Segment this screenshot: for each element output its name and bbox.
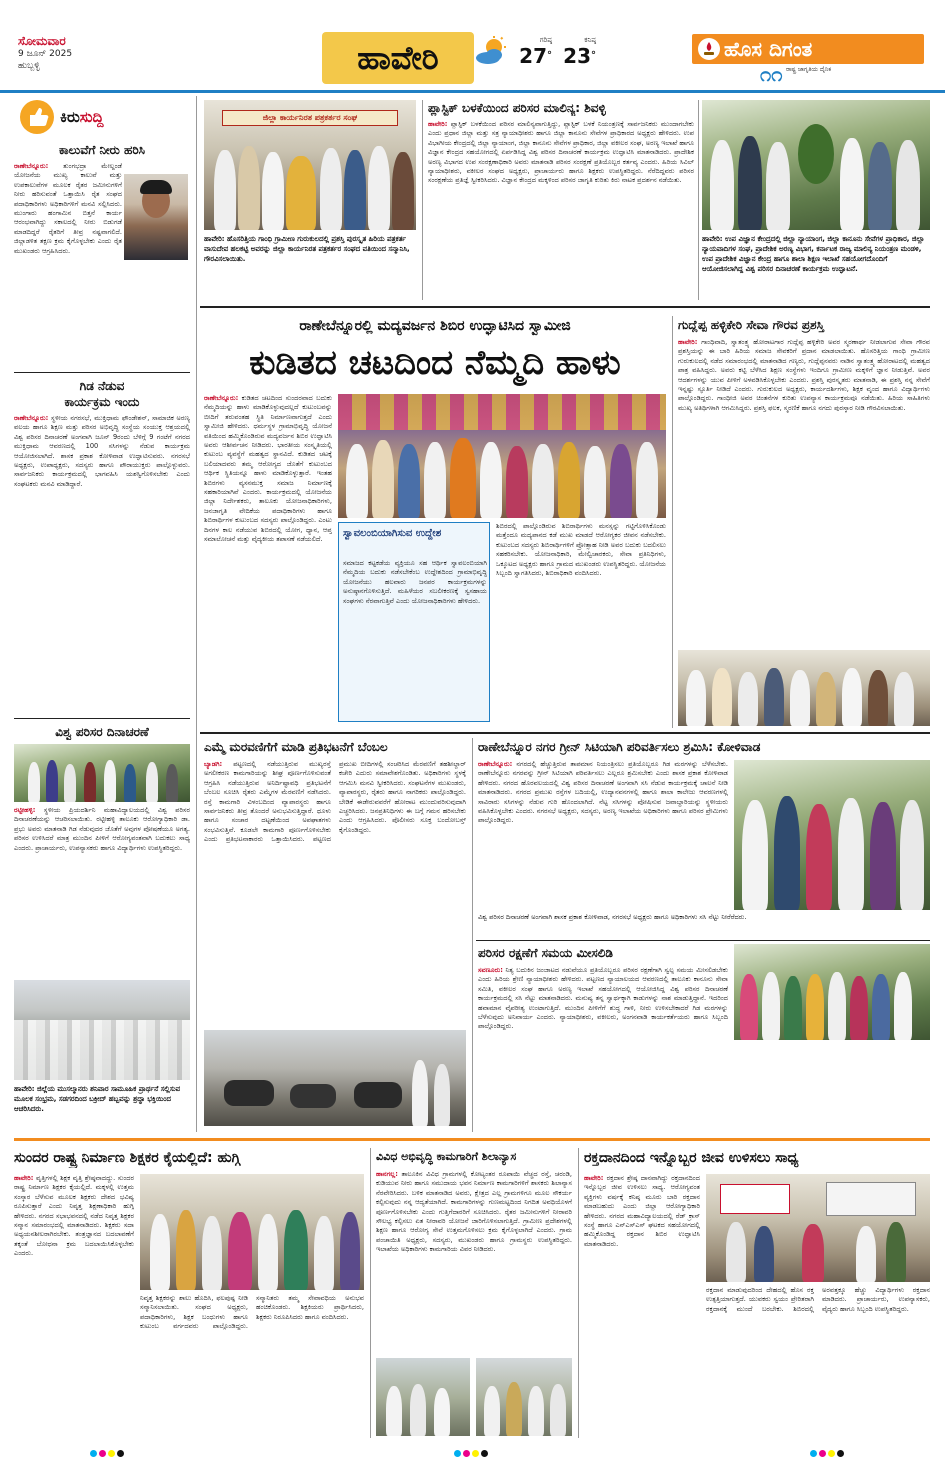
kirusuddi-logo-a: ಕಿರು	[60, 108, 80, 126]
brief2-body	[14, 414, 190, 714]
lead-kicker: ರಾಣೇಬೆನ್ನೂರಲ್ಲಿ ಮದ್ಯವರ್ಜನ ಶಿಬಿರ ಉದ್ಘಾಟಿಸಿದ ಸ್ವಾಮೀಜಿ	[299, 318, 571, 334]
green-dateline: ರಾಣೇಬೆನ್ನೂರು:	[478, 760, 513, 768]
plastic-text: ಪ್ಲಾಸ್ಟಿಕ್ ಬಳಕೆಯಿಂದ ಪರಿಸರ ಮಾಲಿನ್ಯವಾಗುತ್ತಿದ್ದು, ಪ್ಲಾಸ್ಟಿಕ್ ಬಳಕೆ ನಿಯಂತ್ರಣಕ್ಕೆ ಸಾರ್ವಜನಿಕರು ಮುಂದಾಗಬೇಕು ಎಂದು ಪ್ರಧಾನ ಜಿಲ್ಲಾ ಮತ್ತು ಸತ್ರ ನ್ಯಾಯಾಧೀಶರು ಹಾಗೂ ಜಿಲ್ಲಾ ಕಾನೂನು ಸೇವೆಗಳ ಪ್ರಾಧಿಕಾರದ ಅಧ್ಯಕ್ಷರು ಹೇಳಿದರು. ಉಪ ವಿಭಾಗೀಯ ಕೇಂದ್ರದಲ್ಲಿ ಜಿಲ್ಲಾ ನ್ಯಾಯಾಂಗ, ಜಿಲ್ಲಾ ಕಾನೂನು ಸೇವೆಗಳ ಪ್ರಾಧಿಕಾರ, ಜಿಲ್ಲಾ ವಕೀಲರ ಸಂಘ, ಅರಣ್ಯ ಇಲಾಖೆ ಹಾಗೂ ವಿಜ್ಞಾನ ಕೇಂದ್ರದ ಸಹಯೋಗದಲ್ಲಿ ಏರ್ಪಡಿಸಿದ್ದ ವಿಶ್ವ ಪರಿಸರ ದಿನಾಚರಣೆ ಕಾರ್ಯಕ್ರಮ ಉದ್ಘಾಟಿಸಿ ಮಾತನಾಡಿದರು. ಪ್ರಾದೇಶಿಕ ಅರಣ್ಯ ವಿಭಾಗದ ಉಪ ಸಂರಕ್ಷಣಾಧಿಕಾರಿ ಅವರು ಮಾತನಾಡಿ ಪರಿಸರ ಸಂರಕ್ಷಣೆ ಪ್ರತಿಯೊಬ್ಬರ ಕರ್ತವ್ಯ ಎಂದರು. ಹಿರಿಯ ಸಿವಿಲ್ ನ್ಯಾಯಾಧೀಶರು, ವಕೀಲರ ಸಂಘದ ಅಧ್ಯಕ್ಷರು, ಪ್ರಾಚಾರ್ಯರು ಹಾಗೂ ಶಿಕ್ಷಕರು ಉಪಸ್ಥಿತರಿದ್ದರು. ನೆರೆದಿದ್ದವರು ಪರಿಸರ ಸಂರಕ್ಷಣೆಯ ಪ್ರತಿಜ್ಞೆ ಸ್ವೀಕರಿಸಿದರು. ವಿಜ್ಞಾನ ಕೇಂದ್ರದ ಮಕ್ಕಳಿಂದ ಪರಿಸರ ಜಾಗೃತಿ ಕುರಿತು ಕಿರು ನಾಟಕ ಪ್ರದರ್ಶನ ನಡೆಯಿತು.	[428, 120, 694, 185]
paper-tagline: ರಾಷ್ಟ್ರ ಜಾಗೃತಿಯ ದೈನಿಕ	[786, 66, 832, 73]
bottom3-dateline: ಹಾವೇರಿ:	[584, 1174, 604, 1182]
brief1-dateline: ರಾಣೇಬೆನ್ನೂರು:	[14, 162, 49, 170]
kirusuddi-column	[14, 96, 190, 1132]
plastic-headline: ಪ್ಲಾಸ್ಟಿಕ್ ಬಳಕೆಯಿಂದ ಪರಿಸರ ಮಾಲಿನ್ಯ: ಶಿವಳ್ಳಿ	[428, 101, 606, 115]
emme-body	[204, 760, 466, 1028]
bottom3-photo	[706, 1174, 930, 1282]
top-photo-1-caption: ಹಾವೇರಿ: ಹೊಸರಿತ್ತಿಯ ಗಾಂಧಿ ಗ್ರಾಮೀಣ ಗುರುಕುಲದಲ್ಲಿ ಪ್ರಶಸ್ತಿ ಪುರಸ್ಕೃತ ಹಿರಿಯ ಪತ್ರಕರ್ತ ವಾಸುದೇವ ಹಲಕಟ್ಟಿ ಅವರನ್ನು ಜಿಲ್ಲಾ ಕಾರ್ಯನಿರತ ಪತ್ರಕರ್ತರ ಸಂಘದ ವತಿಯಿಂದ ಸನ್ಮಾನಿಸಿ, ಗೌರವಿಸಲಾಯಿತು.	[204, 235, 410, 263]
paper-name: ಹೊಸ ದಿಗಂತ	[724, 37, 813, 61]
gudleppa-headline: ಗುದ್ಲೆಪ್ಪ ಹಳ್ಳಿಕೇರಿ ಸೇವಾ ಗೌರವ ಪ್ರಶಸ್ತಿ	[678, 318, 825, 332]
plastic-body	[428, 120, 694, 298]
bottom1-headline: ಸುಂದರ ರಾಷ್ಟ್ರ ನಿರ್ಮಾಣ ಶಿಕ್ಷಕರ ಕೈಯಲ್ಲಿದೆ: ಹುಗ್ಗಿ	[14, 1150, 241, 1166]
parisara-photo	[734, 944, 930, 1040]
print-dots-icon	[810, 1442, 846, 1460]
bottom1-body-a	[14, 1174, 134, 1436]
brief1-title: ಕಾಲುವೆಗೆ ನೀರು ಹರಿಸಿ	[58, 143, 146, 157]
brief1-body	[14, 162, 122, 292]
parisara-text: ನಿತ್ಯ ಬದುಕಿನ ಜಂಜಾಟದ ನಡುವೆಯೂ ಪ್ರತಿಯೊಬ್ಬರೂ ಪರಿಸರ ರಕ್ಷಣೆಗಾಗಿ ಸ್ವಲ್ಪ ಸಮಯ ಮೀಸಲಿಡಬೇಕು ಎಂದು ಹಿರಿಯ ಶ್ರೇಣಿ ನ್ಯಾಯಾಧೀಶರು ಹೇಳಿದರು. ಪಟ್ಟಣದ ನ್ಯಾಯಾಲಯದ ಆವರಣದಲ್ಲಿ ತಾಲೂಕು ಕಾನೂನು ಸೇವಾ ಸಮಿತಿ, ವಕೀಲರ ಸಂಘ ಹಾಗೂ ಅರಣ್ಯ ಇಲಾಖೆ ಸಹಯೋಗದಲ್ಲಿ ಆಯೋಜಿಸಿದ್ದ ವಿಶ್ವ ಪರಿಸರ ದಿನಾಚರಣೆ ಕಾರ್ಯಕ್ರಮದಲ್ಲಿ ಸಸಿ ನೆಟ್ಟು ಮಾತನಾಡಿದರು. ಮನುಷ್ಯ ತನ್ನ ಸ್ವಾರ್ಥಕ್ಕಾಗಿ ಕಾಡುಗಳನ್ನು ನಾಶ ಮಾಡುತ್ತಿದ್ದಾನೆ. ಇದರಿಂದ ಹವಾಮಾನ ವೈಪರೀತ್ಯ ಉಂಟಾಗುತ್ತಿದೆ. ಮುಂದಿನ ಪೀಳಿಗೆಗೆ ಶುದ್ಧ ಗಾಳಿ, ನೀರು ಉಳಿಸಬೇಕಾದರೆ ಗಿಡ ಮರಗಳನ್ನು ಬೆಳೆಸುವುದು ಅನಿವಾರ್ಯ ಎಂದರು. ನ್ಯಾಯಾಧೀಶರು, ವಕೀಲರು, ಅಂಗನವಾಡಿ ಕಾರ್ಯಕರ್ತೆಯರು ಹಾಗೂ ಸಿಬ್ಬಂದಿ ಪಾಲ್ಗೊಂಡಿದ್ದರು.	[478, 966, 728, 1031]
gudleppa-dateline: ಹಾವೇರಿ:	[678, 338, 698, 346]
brief3-title: ವಿಶ್ವ ಪರಿಸರ ದಿನಾಚರಣೆ	[55, 725, 149, 739]
paper-logo	[692, 34, 924, 64]
kirusuddi-logo-b: ಸುದ್ದಿ	[79, 108, 104, 126]
green-text: ನಗರದಲ್ಲಿ ಹೆಚ್ಚುತ್ತಿರುವ ತಾಪಮಾನ ನಿಯಂತ್ರಿಸಲು ಪ್ರತಿಯೊಬ್ಬರೂ ಗಿಡ ಮರಗಳನ್ನು ಬೆಳೆಸಬೇಕು. ರಾಣೇಬೆನ್ನೂರು ನಗರವನ್ನು ಗ್ರೀನ್ ಸಿಟಿಯಾಗಿ ಪರಿವರ್ತಿಸಲು ಎಲ್ಲರೂ ಶ್ರಮಿಸಬೇಕು ಎಂದು ಶಾಸಕ ಪ್ರಕಾಶ ಕೋಳಿವಾಡ ಹೇಳಿದರು. ನಗರದ ಹೊರವಲಯದಲ್ಲಿ ವಿಶ್ವ ಪರಿಸರ ದಿನಾಚರಣೆ ಅಂಗವಾಗಿ ಸಸಿ ನೆಡುವ ಕಾರ್ಯಕ್ರಮಕ್ಕೆ ಚಾಲನೆ ನೀಡಿ ಮಾತನಾಡಿದರು. ನಗರದ ಪ್ರಮುಖ ರಸ್ತೆಗಳ ಬದಿಯಲ್ಲಿ, ಉದ್ಯಾನವನಗಳಲ್ಲಿ ಹಾಗೂ ಶಾಲಾ ಕಾಲೇಜು ಆವರಣಗಳಲ್ಲಿ ಸಾವಿರಾರು ಸಸಿಗಳನ್ನು ನೆಡುವ ಗುರಿ ಹೊಂದಲಾಗಿದೆ. ನೆಟ್ಟ ಸಸಿಗಳನ್ನು ಪೋಷಿಸುವ ಜವಾಬ್ದಾರಿಯನ್ನು ಸ್ಥಳೀಯರು ವಹಿಸಿಕೊಳ್ಳಬೇಕು ಎಂದರು. ನಗರಸಭೆ ಅಧ್ಯಕ್ಷರು, ಸದಸ್ಯರು, ಅರಣ್ಯ ಇಲಾಖೆಯ ಅಧಿಕಾರಿಗಳು ಹಾಗೂ ಪರಿಸರ ಪ್ರೇಮಿಗಳು ಪಾಲ್ಗೊಂಡಿದ್ದರು.	[478, 760, 728, 825]
parisara-headline: ಪರಿಸರ ರಕ್ಷಣೆಗೆ ಸಮಯ ಮೀಸಲಿಡಿ	[478, 946, 613, 960]
bottom2-dateline: ಹಾನಗಲ್ಲ:	[376, 1170, 398, 1178]
masthead	[0, 0, 945, 92]
bottom3-body-b: ರಕ್ತದಾನ ಮಾಡುವುದರಿಂದ ದೇಹದಲ್ಲಿ ಹೊಸ ರಕ್ತ ಉತ್ಪತ್ತಿಯಾಗುತ್ತದೆ. ಯುವಕರು ಸ್ವಯಂ ಪ್ರೇರಿತರಾಗಿ ರಕ್ತದಾನಕ್ಕೆ ಮುಂದೆ ಬರಬೇಕು. ಶಿಬಿರದಲ್ಲಿ ಅರವತ್ತಕ್ಕೂ ಹೆಚ್ಚು ವಿದ್ಯಾರ್ಥಿಗಳು ರಕ್ತದಾನ ಮಾಡಿದರು. ಪ್ರಾಚಾರ್ಯರು, ಉಪನ್ಯಾಸಕರು, ವೈದ್ಯರು ಹಾಗೂ ಸಿಬ್ಬಂದಿ ಉಪಸ್ಥಿತರಿದ್ದರು.	[706, 1286, 930, 1313]
lead-body-a	[204, 394, 332, 722]
parisara-body	[478, 966, 728, 1128]
brief1-portrait	[124, 174, 188, 260]
lead-photo	[338, 394, 666, 518]
bottom3-body-a	[584, 1174, 700, 1436]
brief1-text: ತುಂಗಭದ್ರಾ ಮೇಲ್ದಂಡೆ ಯೋಜನೆಯ ಮುಖ್ಯ ಕಾಲುವೆ ಮತ್ತು ಉಪಕಾಲುವೆಗಳ ಮೂಲಕ ರೈತರ ಜಮೀನುಗಳಿಗೆ ನೀರು ಹರಿಸುವಂತೆ ಒತ್ತಾಯಿಸಿ ರೈತ ಸಂಘದ ಪದಾಧಿಕಾರಿಗಳು ಅಧಿಕಾರಿಗಳಿಗೆ ಮನವಿ ಸಲ್ಲಿಸಿದರು. ಮುಂಗಾರು ಹಂಗಾಮಿನ ಬಿತ್ತನೆ ಕಾರ್ಯ ಆರಂಭವಾಗಿದ್ದು ಸಕಾಲದಲ್ಲಿ ನೀರು ಬಿಡುಗಡೆ ಮಾಡದಿದ್ದರೆ ರೈತರಿಗೆ ತೀವ್ರ ನಷ್ಟವಾಗಲಿದೆ. ಜಿಲ್ಲಾಡಳಿತ ತಕ್ಷಣ ಕ್ರಮ ಕೈಗೊಳ್ಳಬೇಕು ಎಂದು ರೈತ ಮುಖಂಡರು ಆಗ್ರಹಿಸಿದರು.	[14, 162, 122, 255]
lead-headline: ಕುಡಿತದ ಚಟದಿಂದ ನೆಮ್ಮದಿ ಹಾಳು	[249, 343, 621, 383]
temp-max-value: 27	[519, 44, 547, 68]
bottom1-body-b: ನಿವೃತ್ತ ಶಿಕ್ಷಕರನ್ನು ಶಾಲು ಹೊದಿಸಿ, ಫಲಪುಷ್ಪ ನೀಡಿ ಸನ್ಮಾನಿಸಲಾಯಿತು. ಸಂಘದ ಅಧ್ಯಕ್ಷರು, ಪದಾಧಿಕಾರಿಗಳು, ಶಿಕ್ಷಕ ಬಂಧುಗಳು ಹಾಗೂ ಕುಟುಂಬ ವರ್ಗದವರು ಪಾಲ್ಗೊಂಡಿದ್ದರು. ಸನ್ಮಾನಿತರು ತಮ್ಮ ಸೇವಾವಧಿಯ ಅನುಭವ ಹಂಚಿಕೊಂಡರು. ಶಿಕ್ಷಕಿಯರು ಪ್ರಾರ್ಥಿಸಿದರು, ಶಿಕ್ಷಕರು ನಿರೂಪಿಸಿದರು ಹಾಗೂ ವಂದಿಸಿದರು.	[140, 1294, 364, 1331]
bottom1-dateline: ಹಾವೇರಿ:	[14, 1174, 34, 1182]
lamp-logo-icon	[698, 38, 720, 60]
bottom2-headline: ವಿವಿಧ ಅಭಿವೃದ್ಧಿ ಕಾಮಗಾರಿಗೆ ಶಿಲಾನ್ಯಾಸ	[376, 1150, 517, 1163]
green-body	[478, 760, 728, 910]
brief3-dateline: ರಟ್ಟೀಹಳ್ಳಿ:	[14, 806, 36, 814]
temp-min-degree: °	[591, 50, 596, 61]
bottom1-text-a: ವೃತ್ತಿಗಳಲ್ಲಿ ಶಿಕ್ಷಕ ವೃತ್ತಿ ಶ್ರೇಷ್ಠವಾದದ್ದು. ಸುಂದರ ರಾಷ್ಟ್ರ ನಿರ್ಮಾಣ ಶಿಕ್ಷಕರ ಕೈಯಲ್ಲಿದೆ. ಮಕ್ಕಳಲ್ಲಿ ಉತ್ತಮ ಸಂಸ್ಕಾರ ಬೆಳೆಸುವ ಮೂಲಕ ಶಿಕ್ಷಕರು ದೇಶದ ಭವಿಷ್ಯ ರೂಪಿಸುತ್ತಾರೆ ಎಂದು ನಿವೃತ್ತ ಶಿಕ್ಷಣಾಧಿಕಾರಿ ಹುಗ್ಗಿ ಹೇಳಿದರು. ನಗರದ ಸಭಾಭವನದಲ್ಲಿ ನಡೆದ ನಿವೃತ್ತ ಶಿಕ್ಷಕರ ಸನ್ಮಾನ ಸಮಾರಂಭದಲ್ಲಿ ಮಾತನಾಡಿದರು. ಶಿಕ್ಷಕರು ಸದಾ ಅಧ್ಯಯನಶೀಲರಾಗಿರಬೇಕು. ತಂತ್ರಜ್ಞಾನದ ಬದಲಾವಣೆಗೆ ತಕ್ಕಂತೆ ಬೋಧನಾ ಕ್ರಮ ಬದಲಾಯಿಸಿಕೊಳ್ಳಬೇಕು ಎಂದರು.	[14, 1174, 134, 1258]
green-caption: ವಿಶ್ವ ಪರಿಸರ ದಿನಾಚರಣೆ ಅಂಗವಾಗಿ ಶಾಸಕ ಪ್ರಕಾಶ ಕೋಳಿವಾಡ, ನಗರಸಭೆ ಅಧ್ಯಕ್ಷರು ಹಾಗೂ ಅಧಿಕಾರಿಗಳು ಸಸಿ ನೆಟ್ಟು ನೀರೆರೆದರು.	[478, 913, 747, 921]
green-photo	[734, 760, 930, 910]
banner: ಜಿಲ್ಲಾ ಕಾರ್ಯನಿರತ ಪತ್ರಕರ್ತರ ಸಂಘ	[222, 110, 398, 126]
plastic-dateline: ಹಾವೇರಿ:	[428, 120, 448, 128]
issue-info	[18, 34, 178, 72]
issue-place: ಹುಬ್ಬಳ್ಳಿ	[18, 61, 40, 71]
gudleppa-photo	[678, 650, 930, 726]
edition-title: ಹಾವೇರಿ	[357, 39, 439, 77]
brief3-text: ಸ್ಥಳೀಯ ಪ್ರಿಯದರ್ಶಿನಿ ಮಹಾವಿದ್ಯಾಲಯದಲ್ಲಿ ವಿಶ್ವ ಪರಿಸರ ದಿನಾಚರಣೆಯನ್ನು ಆಚರಿಸಲಾಯಿತು. ರಟ್ಟೀಹಳ್ಳಿ ತಾಲೂಕು ಆರೋಗ್ಯಾಧಿಕಾರಿ ಡಾ. ಪ್ರಭು ಅವರು ಮಾತನಾಡಿ ಗಿಡ ನೆಡುವುದರ ಜೊತೆಗೆ ಅವುಗಳ ಪೋಷಣೆಯೂ ಅಗತ್ಯ. ಪರಿಸರ ಉಳಿಸಿದರೆ ಮಾತ್ರ ಮುಂದಿನ ಪೀಳಿಗೆ ಆರೋಗ್ಯವಂತವಾಗಿ ಬದುಕಲು ಸಾಧ್ಯ ಎಂದರು. ಪ್ರಾಚಾರ್ಯರು, ಉಪನ್ಯಾಸಕರು ಹಾಗೂ ವಿದ್ಯಾರ್ಥಿಗಳು ಉಪಸ್ಥಿತರಿದ್ದರು.	[14, 806, 190, 852]
temp-max-degree: °	[547, 50, 552, 61]
bottom2-photo-b	[476, 1358, 572, 1436]
bakrid-photo	[14, 980, 190, 1080]
top-photo-2-caption: ಹಾವೇರಿ: ಉಪ ವಿಜ್ಞಾನ ಕೇಂದ್ರದಲ್ಲಿ ಜಿಲ್ಲಾ ನ್ಯಾಯಾಂಗ, ಜಿಲ್ಲಾ ಕಾನೂನು ಸೇವೆಗಳ ಪ್ರಾಧಿಕಾರ, ಜಿಲ್ಲಾ ನ್ಯಾಯವಾದಿಗಳ ಸಂಘ, ಪ್ರಾದೇಶಿಕ ಅರಣ್ಯ ವಿಭಾಗ, ಕರ್ನಾಟಕ ರಾಜ್ಯ ಮಾಲಿನ್ಯ ನಿಯಂತ್ರಣ ಮಂಡಳಿ, ಉಪ ಪ್ರಾದೇಶಿಕ ವಿಜ್ಞಾನ ಕೇಂದ್ರ ಹಾಗೂ ಶಾಲಾ ಶಿಕ್ಷಣ ಇಲಾಖೆ ಸಹಯೋಗದೊಂದಿಗೆ ಆಯೋಜಿಸಲಾಗಿದ್ದ ವಿಶ್ವ ಪರಿಸರ ದಿನಾಚರಣೆ ಕಾರ್ಯಕ್ರಮ ಉದ್ಘಾಟನೆ.	[702, 235, 925, 273]
temp-min-label: ಕನಿಷ್ಠ	[584, 36, 596, 44]
bakrid-caption: ಹಾವೇರಿ: ಜಿಲ್ಲೆಯ ಮುಸಲ್ಮಾನರು ಶನಿವಾರ ಸಾಮೂಹಿಕ ಪ್ರಾರ್ಥನೆ ಸಲ್ಲಿಸುವ ಮೂಲಕ ಸಂಭ್ರಮ, ಸಡಗರದಿಂದ ಬಕ್ರೀದ್ ಹಬ್ಬವನ್ನು ಶ್ರದ್ಧಾ ಭಕ್ತಿಯಿಂದ ಆಚರಿಸಿದರು.	[14, 1085, 181, 1113]
bottom1-photo	[140, 1174, 364, 1290]
gudleppa-text: ಗಾಂಧಿವಾದಿ, ಸ್ವಾತಂತ್ರ್ಯ ಹೋರಾಟಗಾರ ಗುದ್ಲೆಪ್ಪ ಹಳ್ಳಿಕೇರಿ ಅವರ ಸ್ಮರಣಾರ್ಥ ನೀಡಲಾಗುವ ಸೇವಾ ಗೌರವ ಪ್ರಶಸ್ತಿಯನ್ನು ಈ ಬಾರಿ ಹಿರಿಯ ಸಮಾಜ ಸೇವಕರಿಗೆ ಪ್ರದಾನ ಮಾಡಲಾಯಿತು. ಹೊಸರಿತ್ತಿಯ ಗಾಂಧಿ ಗ್ರಾಮೀಣ ಗುರುಕುಲದಲ್ಲಿ ನಡೆದ ಸಮಾರಂಭದಲ್ಲಿ ಮಾತನಾಡಿದ ಗಣ್ಯರು, ಗುದ್ಲೆಪ್ಪನವರು ನಾಡಿನ ಸ್ವಾತಂತ್ರ್ಯ ಹೋರಾಟದಲ್ಲಿ ಮಹತ್ವದ ಪಾತ್ರ ವಹಿಸಿದ್ದರು. ಅವರು ಕಟ್ಟಿ ಬೆಳೆಸಿದ ಶಿಕ್ಷಣ ಸಂಸ್ಥೆಗಳು ಇಂದಿಗೂ ಗ್ರಾಮೀಣ ಮಕ್ಕಳಿಗೆ ಜ್ಞಾನ ನೀಡುತ್ತಿವೆ. ಅವರ ಆದರ್ಶಗಳನ್ನು ಯುವ ಪೀಳಿಗೆ ಅಳವಡಿಸಿಕೊಳ್ಳಬೇಕು ಎಂದರು. ಪ್ರಶಸ್ತಿ ಪುರಸ್ಕೃತರು ಮಾತನಾಡಿ, ಈ ಪ್ರಶಸ್ತಿ ನನ್ನ ಸೇವೆಗೆ ಇನ್ನಷ್ಟು ಸ್ಫೂರ್ತಿ ನೀಡಿದೆ ಎಂದರು. ಗುರುಕುಲದ ಅಧ್ಯಕ್ಷರು, ಕಾರ್ಯದರ್ಶಿಗಳು, ಶಿಕ್ಷಕ ವೃಂದ ಹಾಗೂ ವಿದ್ಯಾರ್ಥಿಗಳು ಪಾಲ್ಗೊಂಡಿದ್ದರು. ಗಾಂಧೀಜಿ ಅವರ ಚಿಂತನೆಗಳ ಕುರಿತು ಉಪನ್ಯಾಸ ಕಾರ್ಯಕ್ರಮವೂ ನಡೆಯಿತು. ಹಿರಿಯ ಸಾಹಿತಿಗಳು ಮುಖ್ಯ ಅತಿಥಿಗಳಾಗಿ ಆಗಮಿಸಿದ್ದರು. ಪ್ರಶಸ್ತಿ ಫಲಕ, ಸ್ಮರಣಿಕೆ ಹಾಗೂ ನಗದು ಪುರಸ್ಕಾರ ನೀಡಿ ಗೌರವಿಸಲಾಯಿತು.	[678, 338, 930, 412]
page-number: ೧೧	[760, 62, 783, 86]
brief1-body-cont	[14, 294, 190, 368]
brief3-body	[14, 806, 190, 974]
brief2-title-1: ಗಿಡ ನೆಡುವ	[79, 379, 125, 393]
top-photo-1	[204, 100, 416, 230]
print-dots-icon	[90, 1442, 126, 1460]
gudleppa-body	[678, 338, 930, 644]
bottom2-text: ತಾಲೂಕಿನ ವಿವಿಧ ಗ್ರಾಮಗಳಲ್ಲಿ ಕೋಟ್ಯಂತರ ರೂಪಾಯಿ ವೆಚ್ಚದ ರಸ್ತೆ, ಚರಂಡಿ, ಕುಡಿಯುವ ನೀರು ಹಾಗೂ ಸಮುದಾಯ ಭವನ ನಿರ್ಮಾಣ ಕಾಮಗಾರಿಗಳಿಗೆ ಶಾಸಕರು ಶಿಲಾನ್ಯಾಸ ನೆರವೇರಿಸಿದರು. ಬಳಿಕ ಮಾತನಾಡಿದ ಅವರು, ಕ್ಷೇತ್ರದ ಎಲ್ಲ ಗ್ರಾಮಗಳಿಗೂ ಮೂಲ ಸೌಕರ್ಯ ಕಲ್ಪಿಸುವುದು ನನ್ನ ಆದ್ಯತೆಯಾಗಿದೆ. ಕಾಮಗಾರಿಗಳನ್ನು ಗುಣಮಟ್ಟದಿಂದ ನಿಗದಿತ ಅವಧಿಯೊಳಗೆ ಪೂರ್ಣಗೊಳಿಸಬೇಕು ಎಂದು ಗುತ್ತಿಗೆದಾರರಿಗೆ ಸೂಚಿಸಿದರು. ರೈತರ ಜಮೀನುಗಳಿಗೆ ನೀರಾವರಿ ಸೌಲಭ್ಯ ಕಲ್ಪಿಸಲು ಏತ ನೀರಾವರಿ ಯೋಜನೆ ಜಾರಿಗೊಳಿಸಲಾಗುತ್ತಿದೆ. ಗ್ರಾಮೀಣ ಪ್ರದೇಶಗಳಲ್ಲಿ ಶಿಕ್ಷಣ ಹಾಗೂ ಆರೋಗ್ಯ ಸೇವೆ ಉತ್ತಮಗೊಳಿಸಲು ಕ್ರಮ ಕೈಗೊಳ್ಳಲಾಗಿದೆ ಎಂದರು. ಗ್ರಾಮ ಪಂಚಾಯಿತಿ ಅಧ್ಯಕ್ಷರು, ಸದಸ್ಯರು, ಮುಖಂಡರು ಹಾಗೂ ಗ್ರಾಮಸ್ಥರು ಉಪಸ್ಥಿತರಿದ್ದರು. ಇಲಾಖೆಯ ಅಧಿಕಾರಿಗಳು ಕಾಮಗಾರಿಯ ವಿವರ ನೀಡಿದರು.	[376, 1170, 572, 1254]
emme-photo	[204, 1030, 466, 1126]
brief2-text: ಸ್ಥಳೀಯ ನಗರಸಭೆ, ಮುಕ್ತಿಧಾಮ ಫೌಂಡೇಶನ್, ಸಾಮಾಜಿಕ ಅರಣ್ಯ ವಲಯ ಹಾಗೂ ಶಿಕ್ಷಣ ಮತ್ತು ಪರಿಸರ ಅಭಿವೃದ್ಧಿ ಸಂಸ್ಥೆಯ ಸಂಯುಕ್ತ ಆಶ್ರಯದಲ್ಲಿ ವಿಶ್ವ ಪರಿಸರ ದಿನಾಚರಣೆ ಅಂಗವಾಗಿ ಜೂನ್ 9ರಂದು ಬೆಳಿಗ್ಗೆ 9 ಗಂಟೆಗೆ ನಗರದ ಮುಕ್ತಿಧಾಮ ಆವರಣದಲ್ಲಿ 100 ಸಸಿಗಳನ್ನು ನೆಡುವ ಕಾರ್ಯಕ್ರಮ ಆಯೋಜಿಸಲಾಗಿದೆ. ಶಾಸಕ ಪ್ರಕಾಶ ಕೋಳಿವಾಡ ಉದ್ಘಾಟಿಸುವರು. ನಗರಸಭೆ ಅಧ್ಯಕ್ಷರು, ಉಪಾಧ್ಯಕ್ಷರು, ಸದಸ್ಯರು ಹಾಗೂ ಪೌರಾಯುಕ್ತರು ಪಾಲ್ಗೊಳ್ಳುವರು. ಸಾರ್ವಜನಿಕರು ಕಾರ್ಯಕ್ರಮದಲ್ಲಿ ಭಾಗವಹಿಸಿ ಯಶಸ್ವಿಗೊಳಿಸಬೇಕು ಎಂದು ಸಂಘಟಕರು ಮನವಿ ಮಾಡಿದ್ದಾರೆ.	[14, 414, 190, 488]
brief2-dateline: ರಾಣೇಬೆನ್ನೂರು:	[14, 414, 49, 422]
emme-text: ಪಟ್ಟಣದಲ್ಲಿ ನಡೆಯುತ್ತಿರುವ ಮುಖ್ಯರಸ್ತೆ ಅಗಲೀಕರಣ ಕಾಮಗಾರಿಯನ್ನು ಶೀಘ್ರ ಪೂರ್ಣಗೊಳಿಸುವಂತೆ ಆಗ್ರಹಿಸಿ ನಡೆಯುತ್ತಿರುವ ಅನಿರ್ದಿಷ್ಟಾವಧಿ ಪ್ರತಿಭಟನೆಗೆ ಬೆಂಬಲ ಸೂಚಿಸಿ ರೈತರು ಎಮ್ಮೆಗಳ ಮೆರವಣಿಗೆ ನಡೆಸಿದರು. ರಸ್ತೆ ಕಾಮಗಾರಿ ವಿಳಂಬದಿಂದ ವ್ಯಾಪಾರಸ್ಥರು ಹಾಗೂ ಸಾರ್ವಜನಿಕರು ತೀವ್ರ ತೊಂದರೆ ಅನುಭವಿಸುತ್ತಿದ್ದಾರೆ. ಧೂಳು ಹಾಗೂ ಸಂಚಾರ ದಟ್ಟಣೆಯಿಂದ ಅಪಘಾತಗಳು ಸಂಭವಿಸುತ್ತಿವೆ. ಕೂಡಲೇ ಕಾಮಗಾರಿ ಪೂರ್ಣಗೊಳಿಸಬೇಕು ಎಂದು ಪ್ರತಿಭಟನಾಕಾರರು ಒತ್ತಾಯಿಸಿದರು. ಪಟ್ಟಣದ ಪ್ರಮುಖ ಬೀದಿಗಳಲ್ಲಿ ಸಂಚರಿಸಿದ ಮೆರವಣಿಗೆ ತಹಶೀಲ್ದಾರ್ ಕಚೇರಿ ಎದುರು ಸಮಾವೇಶಗೊಂಡಿತು. ಅಧಿಕಾರಿಗಳು ಸ್ಥಳಕ್ಕೆ ಆಗಮಿಸಿ ಮನವಿ ಸ್ವೀಕರಿಸಿದರು. ಸಂಘಟನೆಗಳ ಮುಖಂಡರು, ವ್ಯಾಪಾರಸ್ಥರು, ರೈತರು ಹಾಗೂ ನಾಗರಿಕರು ಪಾಲ್ಗೊಂಡಿದ್ದರು. ಬೇಡಿಕೆ ಈಡೇರುವವರೆಗೆ ಹೋರಾಟ ಮುಂದುವರಿಸುವುದಾಗಿ ಎಚ್ಚರಿಸಿದರು. ಜನಪ್ರತಿನಿಧಿಗಳು ಈ ಬಗ್ಗೆ ಗಮನ ಹರಿಸಬೇಕು ಎಂದು ಆಗ್ರಹಿಸಿದರು. ಪೊಲೀಸರು ಸೂಕ್ತ ಬಂದೋಬಸ್ತ್ ಕೈಗೊಂಡಿದ್ದರು.	[204, 760, 466, 844]
parisara-body-cont	[734, 1044, 930, 1128]
top-photo-2	[702, 100, 930, 230]
emme-headline: ಎಮ್ಮೆ ಮರವಣಿಗೆಗೆ ಮಾಡಿ ಪ್ರತಿಭಟನೆಗೆ ಬೆಂಬಲ	[204, 740, 388, 754]
bottom2-body	[376, 1170, 572, 1354]
bottom2-photo-a	[376, 1358, 470, 1436]
kirusuddi-header	[14, 100, 190, 136]
issue-date: 9 ಜೂನ್ 2025	[18, 49, 73, 59]
parisara-dateline: ಸವಣೂರು:	[478, 966, 503, 974]
print-dots-icon	[454, 1442, 490, 1460]
issue-day: ಸೋಮವಾರ	[18, 34, 66, 48]
thumbs-up-icon	[20, 100, 54, 134]
sun-cloud-icon	[474, 36, 508, 66]
temp-min-value: 23	[563, 44, 591, 68]
lead-pull-title: ಸ್ವಾವಲಂಬಿಯಾಗಿಸುವ ಉದ್ದೇಶ	[343, 528, 442, 539]
green-headline: ರಾಣೇಬೆನ್ನೂರ ನಗರ ಗ್ರೀನ್ ಸಿಟಿಯಾಗಿ ಪರಿವರ್ತಿಸಲು ಶ್ರಮಿಸಿ: ಕೋಳಿವಾಡ	[478, 740, 761, 754]
temp-max	[512, 36, 552, 67]
bottom3-headline: ರಕ್ತದಾನದಿಂದ ಇನ್ನೊಬ್ಬರ ಜೀವ ಉಳಿಸಲು ಸಾಧ್ಯ	[584, 1150, 799, 1166]
temp-max-label: ಗರಿಷ್ಠ	[539, 36, 552, 44]
brief3-photo	[14, 744, 190, 802]
lead-pull-box	[338, 522, 490, 722]
bottom3-text-a: ರಕ್ತದಾನ ಶ್ರೇಷ್ಠ ದಾನವಾಗಿದ್ದು ರಕ್ತದಾನದಿಂದ ಇನ್ನೊಬ್ಬರ ಜೀವ ಉಳಿಸಲು ಸಾಧ್ಯ. ಆರೋಗ್ಯವಂತ ವ್ಯಕ್ತಿಗಳು ವರ್ಷಕ್ಕೆ ಕನಿಷ್ಠ ಮೂರು ಬಾರಿ ರಕ್ತದಾನ ಮಾಡಬಹುದು ಎಂದು ಜಿಲ್ಲಾ ಆರೋಗ್ಯಾಧಿಕಾರಿ ಹೇಳಿದರು. ನಗರದ ಮಹಾವಿದ್ಯಾಲಯದಲ್ಲಿ ರೆಡ್ ಕ್ರಾಸ್ ಸಂಸ್ಥೆ ಹಾಗೂ ಎನ್‌ಎಸ್‌ಎಸ್ ಘಟಕದ ಸಹಯೋಗದಲ್ಲಿ ಹಮ್ಮಿಕೊಂಡಿದ್ದ ರಕ್ತದಾನ ಶಿಬಿರ ಉದ್ಘಾಟಿಸಿ ಮಾತನಾಡಿದರು.	[584, 1174, 700, 1248]
brief2-title-2: ಕಾರ್ಯಕ್ರಮ ಇಂದು	[64, 395, 140, 409]
emme-dateline: ಬ್ಯಾಡಗಿ:	[204, 760, 223, 768]
lead-pull-body: ಸಮಾಜದ ಕಟ್ಟಕಡೆಯ ವ್ಯಕ್ತಿಯೂ ಸಹ ಆರ್ಥಿಕ ಸ್ವಾವಲಂಬಿಯಾಗಿ ನೆಮ್ಮದಿಯ ಬದುಕು ನಡೆಸಬೇಕೆಂಬ ಉದ್ದೇಶದಿಂದ ಗ್ರಾಮಾಭಿವೃದ್ಧಿ ಯೋಜನೆಯು ಹಲವಾರು ಜನಪರ ಕಾರ್ಯಕ್ರಮಗಳನ್ನು ಅನುಷ್ಠಾನಗೊಳಿಸುತ್ತಿದೆ. ಮಹಿಳೆಯರ ಸಬಲೀಕರಣಕ್ಕೆ ಸ್ವಸಹಾಯ ಸಂಘಗಳು ನೆರವಾಗುತ್ತಿವೆ ಎಂದು ಯೋಜನಾಧಿಕಾರಿಗಳು ಹೇಳಿದರು.	[343, 559, 487, 605]
lead-text-a: ಕುಡಿತದ ಚಟದಿಂದ ಸುಂದರವಾದ ಬದುಕು ನೆಮ್ಮದಿಯನ್ನು ಹಾಳು ಮಾಡಿಕೊಳ್ಳುವುದಲ್ಲದೆ ಕುಟುಂಬವನ್ನು ಬೀದಿಗೆ ತರುವಂತಹ ಸ್ಥಿತಿ ನಿರ್ಮಾಣವಾಗುತ್ತದೆ ಎಂದು ಸ್ವಾಮೀಜಿ ಹೇಳಿದರು. ಧರ್ಮಸ್ಥಳ ಗ್ರಾಮಾಭಿವೃದ್ಧಿ ಯೋಜನೆ ವತಿಯಿಂದ ಹಮ್ಮಿಕೊಂಡಿರುವ ಮದ್ಯವರ್ಜನ ಶಿಬಿರ ಉದ್ಘಾಟಿಸಿ ಅವರು ಆಶೀರ್ವಚನ ನೀಡಿದರು. ಭಾರತೀಯ ಸಂಸ್ಕೃತಿಯಲ್ಲಿ ಕುಟುಂಬ ವ್ಯವಸ್ಥೆಗೆ ಮಹತ್ವದ ಸ್ಥಾನವಿದೆ. ಕುಡಿತದ ಚಟಕ್ಕೆ ಬಲಿಯಾದವರು ತಮ್ಮ ಆರೋಗ್ಯದ ಜೊತೆಗೆ ಕುಟುಂಬದ ಆರ್ಥಿಕ ಸ್ಥಿತಿಯನ್ನೂ ಹಾಳು ಮಾಡಿಕೊಳ್ಳುತ್ತಾರೆ. ಇಂತಹ ಶಿಬಿರಗಳು ವ್ಯಸನಮುಕ್ತ ಸಮಾಜ ನಿರ್ಮಾಣಕ್ಕೆ ಸಹಕಾರಿಯಾಗಿವೆ ಎಂದರು. ಕಾರ್ಯಕ್ರಮದಲ್ಲಿ ಯೋಜನೆಯ ಜಿಲ್ಲಾ ನಿರ್ದೇಶಕರು, ತಾಲೂಕು ಯೋಜನಾಧಿಕಾರಿಗಳು, ಜನಜಾಗೃತಿ ವೇದಿಕೆಯ ಪದಾಧಿಕಾರಿಗಳು ಹಾಗೂ ಶಿಬಿರಾರ್ಥಿಗಳ ಕುಟುಂಬದ ಸದಸ್ಯರು ಪಾಲ್ಗೊಂಡಿದ್ದರು. ಎಂಟು ದಿನಗಳ ಕಾಲ ನಡೆಯುವ ಶಿಬಿರದಲ್ಲಿ ಯೋಗ, ಧ್ಯಾನ, ಆಪ್ತ ಸಮಾಲೋಚನೆ ಮತ್ತು ವೈದ್ಯಕೀಯ ತಪಾಸಣೆ ನಡೆಯಲಿದೆ.	[204, 394, 332, 544]
lead-body-b: ಶಿಬಿರದಲ್ಲಿ ಪಾಲ್ಗೊಂಡಿರುವ ಶಿಬಿರಾರ್ಥಿಗಳು ಮನಸ್ಸನ್ನು ಗಟ್ಟಿಗೊಳಿಸಿಕೊಂಡು ಮತ್ತೆಂದೂ ಮದ್ಯಪಾನದ ಕಡೆ ಮುಖ ಮಾಡದೆ ಆರೋಗ್ಯಕರ ಜೀವನ ನಡೆಸಬೇಕು. ಕುಟುಂಬದ ಸದಸ್ಯರು ಶಿಬಿರಾರ್ಥಿಗಳಿಗೆ ಪ್ರೋತ್ಸಾಹ ನೀಡಿ ಅವರ ಬದುಕು ಬದಲಿಸಲು ಸಹಕರಿಸಬೇಕು. ಯೋಜನಾಧಿಕಾರಿ, ಮೇಲ್ವಿಚಾರಕರು, ಸೇವಾ ಪ್ರತಿನಿಧಿಗಳು, ಒಕ್ಕೂಟದ ಅಧ್ಯಕ್ಷರು ಹಾಗೂ ಗ್ರಾಮದ ಮುಖಂಡರು ಉಪಸ್ಥಿತರಿದ್ದರು. ಯೋಜನೆಯ ಸಿಬ್ಬಂದಿ ಸ್ವಾಗತಿಸಿದರು, ಶಿಬಿರಾಧಿಕಾರಿ ವಂದಿಸಿದರು.	[496, 522, 666, 578]
temp-min	[556, 36, 596, 67]
lead-dateline: ರಾಣೇಬೆನ್ನೂರು:	[204, 394, 239, 402]
